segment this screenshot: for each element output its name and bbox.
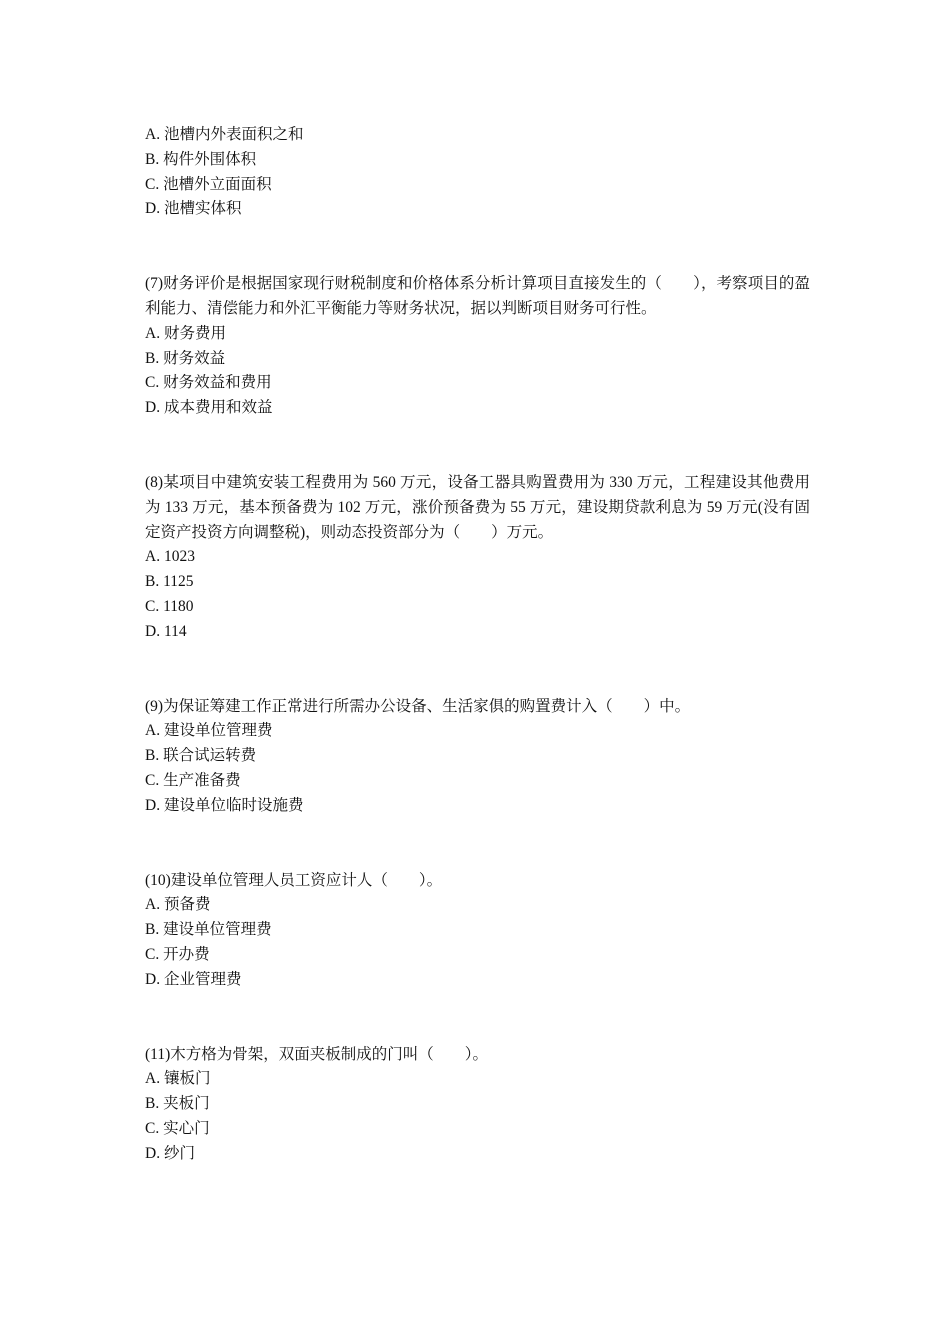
option-c: C. 生产准备费 (145, 771, 241, 789)
question-block (145, 272, 810, 421)
option-c: C. 池槽外立面面积 (145, 175, 272, 193)
option-a: A. 池槽内外表面积之和 (145, 126, 304, 143)
option-c: C. 财务效益和费用 (145, 374, 272, 392)
question-block (145, 471, 810, 645)
option-a: A. 预备费 (145, 896, 211, 914)
question-block (145, 1043, 810, 1167)
option-b: B. 1125 (145, 573, 194, 591)
question-stem: (7)财务评价是根据国家现行财税制度和价格体系分析计算项目直接发生的（ ），考察项目的盈利能力、清偿能力和外汇平衡能力等财务状况，据以判断项目财务可行性。 (145, 275, 810, 317)
question-stem: (10)建设单位管理人员工资应计人（ ）。 (145, 871, 443, 889)
question-block (145, 869, 810, 993)
option-c: C. 1180 (145, 597, 194, 615)
spacer (145, 645, 810, 695)
option-b: B. 构件外围体积 (145, 150, 257, 168)
question-block (145, 695, 810, 819)
option-c: C. 开办费 (145, 945, 210, 963)
option-a: A. 建设单位管理费 (145, 722, 273, 740)
option-b: B. 建设单位管理费 (145, 921, 272, 939)
option-b: B. 财务效益 (145, 349, 226, 367)
option-a: A. 1023 (145, 548, 195, 566)
spacer (145, 819, 810, 869)
option-d: D. 114 (145, 622, 187, 640)
option-b: B. 夹板门 (145, 1095, 210, 1113)
option-c: C. 实心门 (145, 1119, 210, 1137)
option-d: D. 池槽实体积 (145, 200, 242, 218)
option-b: B. 联合试运转费 (145, 747, 257, 765)
spacer (145, 993, 810, 1043)
question-stem: (8)某项目中建筑安装工程费用为 560 万元，设备工器具购置费用为 330 万元，工程建设其他费用为 133 万元，基本预备费为 102 万元，涨价预备费为 55 万元，建设期贷款利息为 59 万元(没有固定资产投资方向调整税)，则动态投资部分为（ ）万元。 (145, 473, 810, 541)
question-block (145, 123, 810, 222)
document-page (145, 123, 810, 1167)
question-stem: (11)木方格为骨架，双面夹板制成的门叫（ ）。 (145, 1045, 488, 1063)
spacer (145, 421, 810, 471)
option-d: D. 纱门 (145, 1144, 195, 1162)
option-a: A. 财务费用 (145, 324, 226, 342)
option-d: D. 企业管理费 (145, 970, 242, 988)
option-d: D. 建设单位临时设施费 (145, 796, 304, 814)
spacer (145, 222, 810, 272)
question-stem: (9)为保证筹建工作正常进行所需办公设备、生活家俱的购置费计入（ ）中。 (145, 697, 691, 715)
option-a: A. 镶板门 (145, 1070, 211, 1088)
option-d: D. 成本费用和效益 (145, 399, 273, 417)
